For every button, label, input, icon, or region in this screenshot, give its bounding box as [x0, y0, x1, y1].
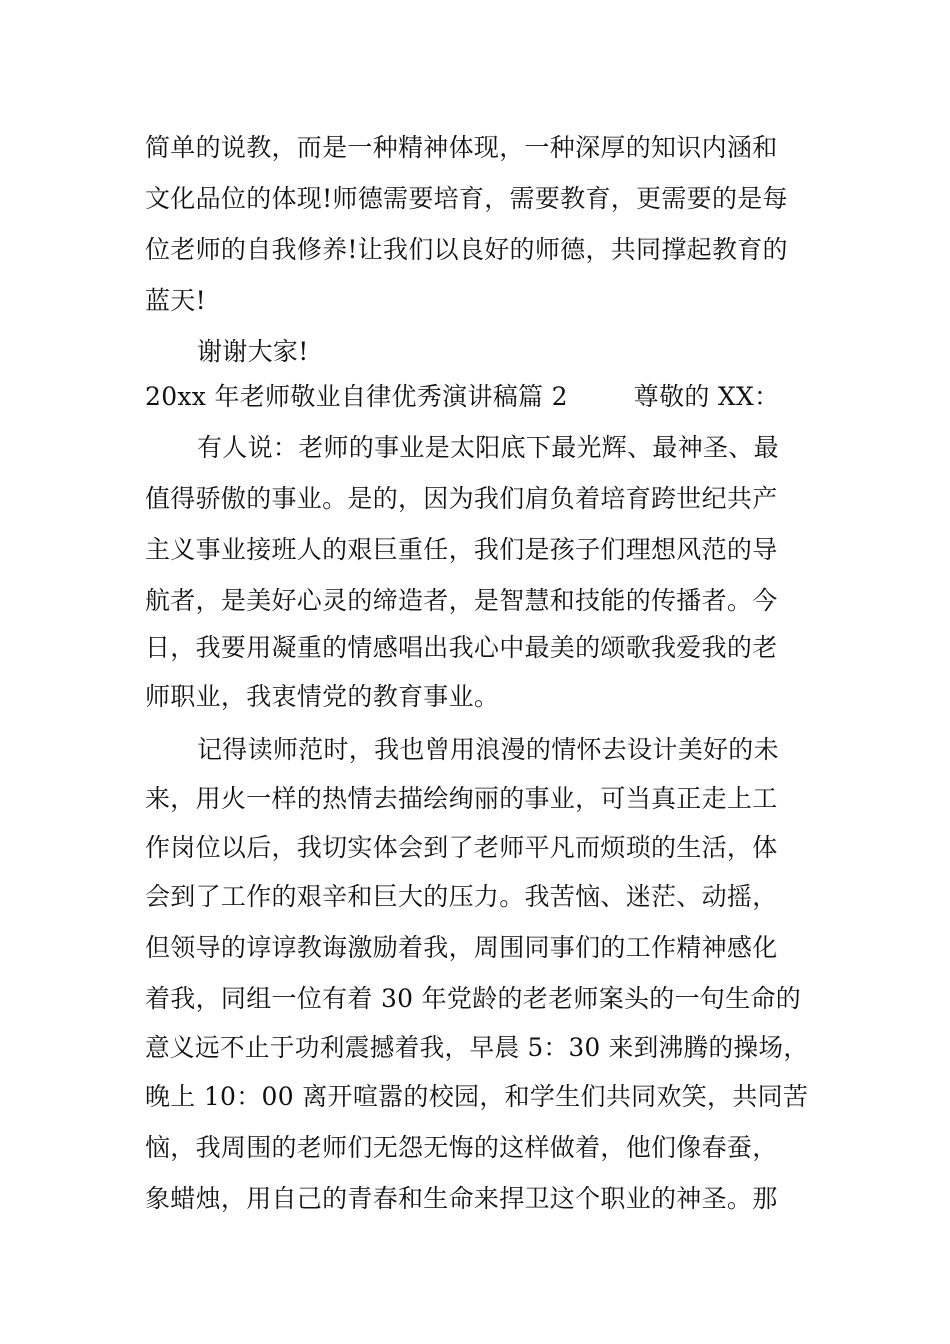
paragraph-line: 文化品位的体现!师德需要培育，需要教育，更需要的是每 [145, 184, 788, 213]
paragraph-line: 象蜡烛，用自己的青春和生命来捍卫这个职业的神圣。那 [145, 1184, 778, 1213]
paragraph-line: 来，用火一样的热情去描绘绚丽的事业，可当真正走上工 [145, 784, 778, 813]
paragraph-line: 晚上 10：00 离开喧嚣的校园，和学生们共同欢笑，共同苦 [145, 1082, 809, 1111]
paragraph-line: 值得骄傲的事业。是的，因为我们肩负着培育跨世纪共产 [145, 484, 778, 513]
closing-line: 谢谢大家! [197, 337, 309, 366]
section-heading: 20xx 年老师敬业自律优秀演讲稿篇 2 尊敬的 XX： [145, 382, 780, 411]
paragraph-line: 航者，是美好心灵的缔造者，是智慧和技能的传播者。今 [145, 586, 778, 615]
paragraph-line: 蓝天! [145, 286, 206, 315]
paragraph-line: 会到了工作的艰辛和巨大的压力。我苦恼、迷茫、动摇， [145, 882, 778, 911]
paragraph-line: 主义事业接班人的艰巨重任，我们是孩子们理想风范的导 [145, 535, 778, 564]
paragraph-line: 记得读师范时，我也曾用浪漫的情怀去设计美好的未 [197, 735, 779, 764]
paragraph-line: 位老师的自我修养!让我们以良好的师德，共同撑起教育的 [145, 235, 788, 264]
paragraph-line: 师职业，我衷情党的教育事业。 [145, 682, 500, 711]
paragraph-line: 日，我要用凝重的情感唱出我心中最美的颂歌我爱我的老 [145, 633, 778, 662]
paragraph-line: 但领导的谆谆教诲激励着我，周围同事们的工作精神感化 [145, 933, 778, 962]
paragraph-line: 有人说：老师的事业是太阳底下最光辉、最神圣、最 [197, 433, 779, 462]
paragraph-line: 意义远不止于功利震撼着我，早晨 5：30 来到沸腾的操场， [145, 1033, 809, 1062]
paragraph-line: 简单的说教，而是一种精神体现，一种深厚的知识内涵和 [145, 133, 778, 162]
paragraph-line: 恼，我周围的老师们无怨无悔的这样做着，他们像春蚕， [145, 1133, 778, 1162]
paragraph-line: 着我，同组一位有着 30 年党龄的老老师案头的一句生命的 [145, 984, 802, 1013]
paragraph-line: 作岗位以后，我切实体会到了老师平凡而烦琐的生活，体 [145, 833, 778, 862]
